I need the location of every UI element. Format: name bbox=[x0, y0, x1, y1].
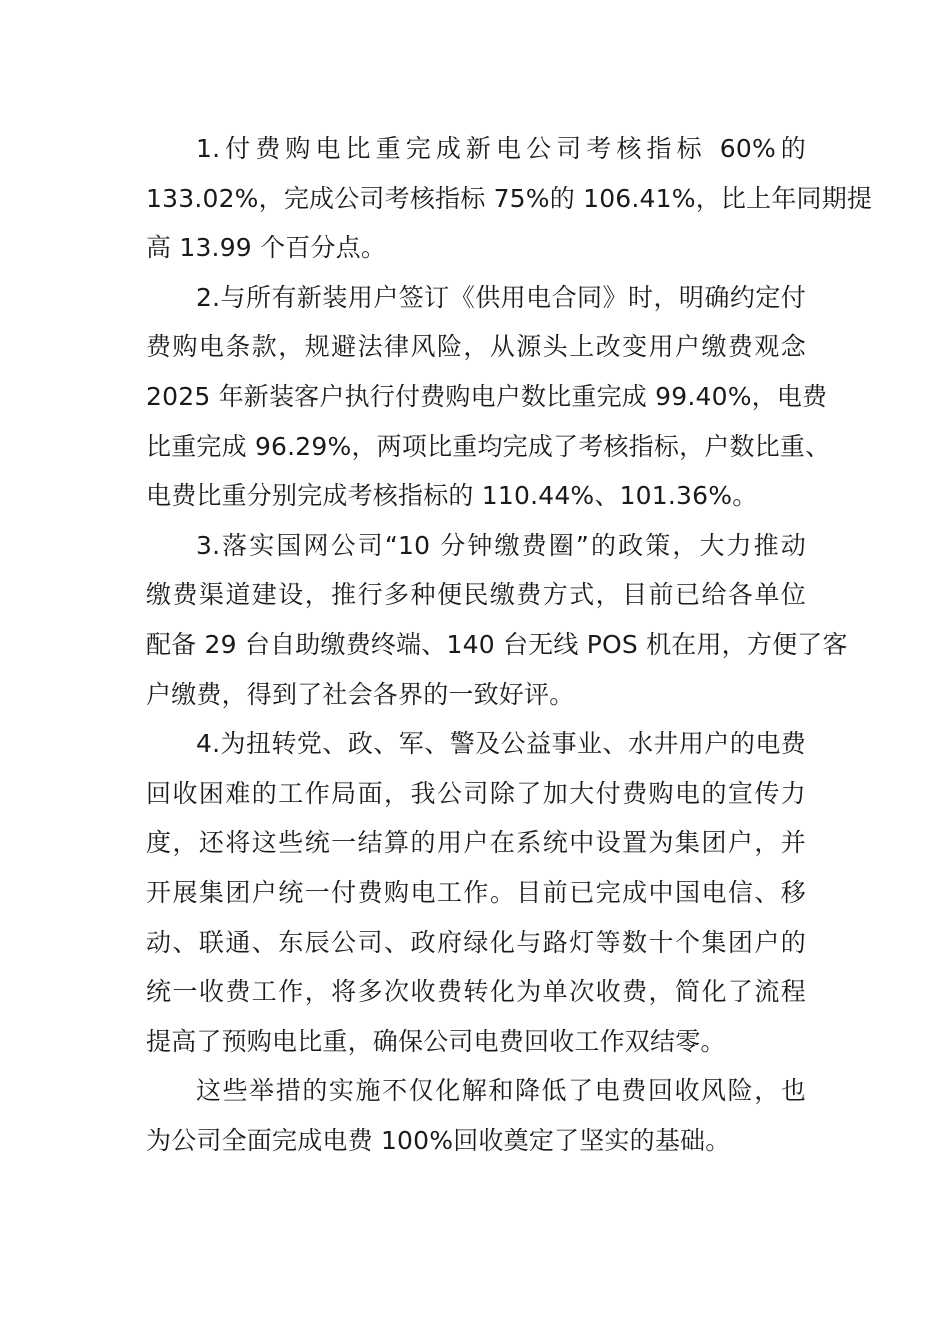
para1-line1: 1.付费购电比重完成新电公司考核指标 60%的 bbox=[196, 134, 806, 163]
para3-line3: 配备 29 台自助缴费终端、140 台无线 POS 机在用，方便了客 bbox=[146, 629, 848, 659]
para4-line7: 提高了预购电比重，确保公司电费回收工作双结零。 bbox=[146, 1026, 726, 1056]
para4-line4: 开展集团户统一付费购电工作。目前已完成中国电信、移 bbox=[146, 877, 806, 907]
para5-line1: 这些举措的实施不仅化解和降低了电费回收风险，也 bbox=[196, 1076, 806, 1106]
para2-line4: 比重完成 96.29%，两项比重均完成了考核指标，户数比重、 bbox=[146, 431, 831, 461]
para4-line3: 度，还将这些统一结算的用户在系统中设置为集团户，并 bbox=[146, 828, 806, 858]
document-body bbox=[146, 124, 873, 1165]
para5-line2: 为公司全面完成电费 100%回收奠定了坚实的基础。 bbox=[146, 1125, 731, 1155]
para4-line2: 回收困难的工作局面，我公司除了加大付费购电的宣传力 bbox=[146, 778, 806, 808]
para2-line3: 2025 年新装客户执行付费购电户数比重完成 99.40%，电费 bbox=[146, 381, 828, 411]
para4-line1: 4.为扭转党、政、军、警及公益事业、水井用户的电费 bbox=[196, 729, 806, 759]
para2-line2: 费购电条款，规避法律风险，从源头上改变用户缴费观念 bbox=[146, 332, 806, 362]
para1-line2: 133.02%，完成公司考核指标 75%的 106.41%，比上年同期提 bbox=[146, 183, 873, 213]
para3-line4: 户缴费，得到了社会各界的一致好评。 bbox=[146, 679, 575, 709]
para1-line3: 高 13.99 个百分点。 bbox=[146, 233, 387, 263]
para4-line5: 动、联通、东辰公司、政府绿化与路灯等数十个集团户的 bbox=[146, 927, 806, 957]
para4-line6: 统一收费工作，将多次收费转化为单次收费，简化了流程 bbox=[146, 977, 806, 1007]
para3-line1: 3.落实国网公司“10 分钟缴费圈”的政策，大力推动 bbox=[196, 530, 806, 560]
para3-line2: 缴费渠道建设，推行多种便民缴费方式，目前已给各单位 bbox=[146, 580, 806, 610]
para2-line5: 电费比重分别完成考核指标的 110.44%、101.36%。 bbox=[146, 481, 758, 511]
para2-line1: 2.与所有新装用户签订《供用电合同》时，明确约定付 bbox=[196, 282, 806, 312]
